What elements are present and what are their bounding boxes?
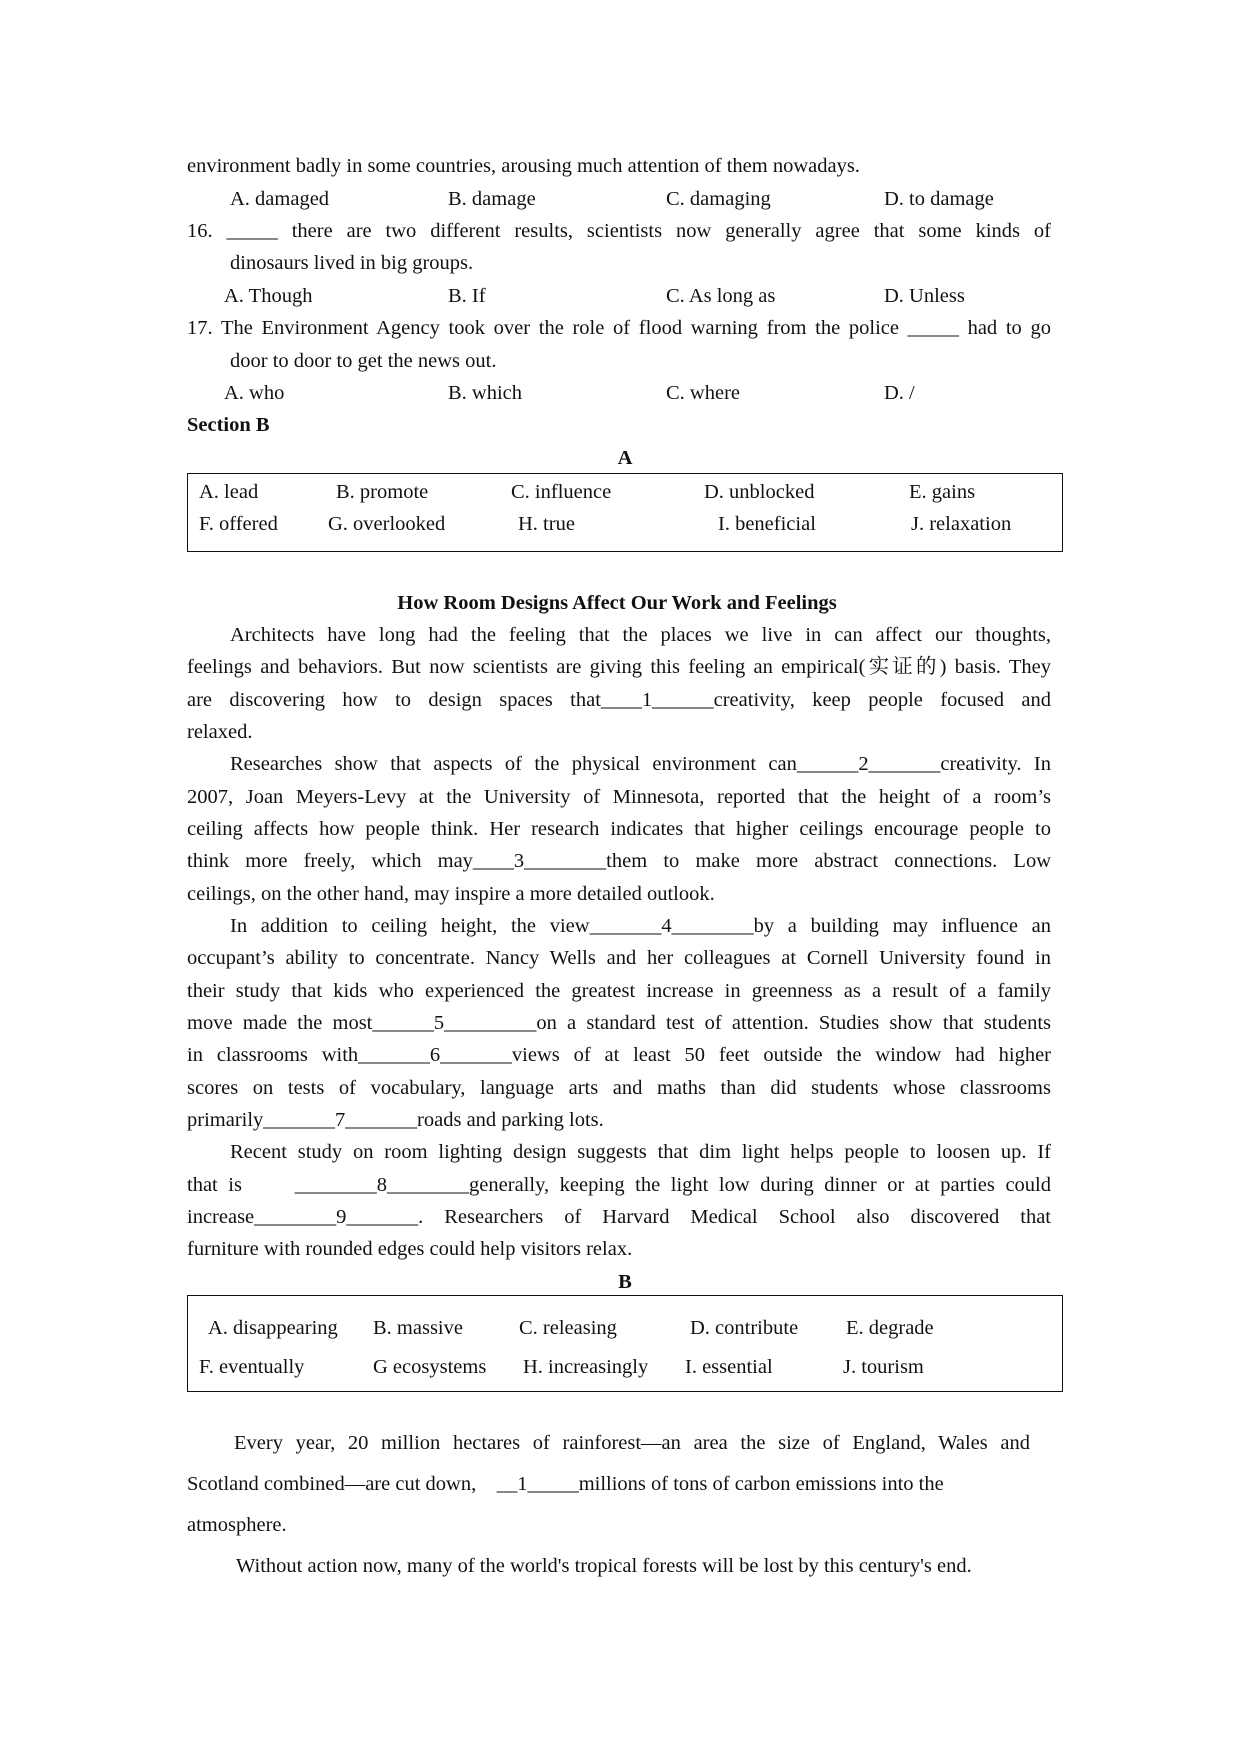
passage-a-label: A <box>617 447 633 469</box>
word-bank-b-item: J. tourism <box>843 1356 924 1378</box>
q16-stem-line-2: dinosaurs lived in big groups. <box>230 252 474 274</box>
word-bank-b <box>187 1295 1063 1392</box>
q17-option-c: C. where <box>666 382 741 404</box>
word-bank-b-item: I. essential <box>685 1356 773 1378</box>
q17-stem-line-1: 17. The Environment Agency took over the role of flood warning from the police _____ had to go <box>187 317 1051 339</box>
passage-a-line: feelings and behaviors. But now scientists are giving this feeling an empirical(实证的) basis. They <box>187 656 1051 678</box>
word-bank-a-item: F. offered <box>199 513 278 535</box>
passage-a-title: How Room Designs Affect Our Work and Feelings <box>397 592 837 614</box>
passage-a-line: Architects have long had the feeling that the places we live in can affect our thoughts, <box>230 624 1051 646</box>
passage-a-line: occupant’s ability to concentrate. Nancy Wells and her colleagues at Cornell University found in <box>187 947 1051 969</box>
word-bank-a-item: J. relaxation <box>911 513 1012 535</box>
word-bank-a-item: E. gains <box>909 481 976 503</box>
q16-option-b: B. If <box>448 285 486 307</box>
q17-stem-line-2: door to door to get the news out. <box>230 350 497 372</box>
passage-b-line: Every year, 20 million hectares of rainforest—an area the size of England, Wales and <box>234 1432 1030 1454</box>
word-bank-a-item: G. overlooked <box>328 513 446 535</box>
passage-a-line: are discovering how to design spaces that____1______creativity, keep people focused and <box>187 689 1051 711</box>
passage-a-line: move made the most______5_________on a standard test of attention. Studies show that students <box>187 1012 1051 1034</box>
word-bank-b-item: F. eventually <box>199 1356 305 1378</box>
passage-a-line: relaxed. <box>187 721 253 743</box>
q17-option-a: A. who <box>224 382 285 404</box>
word-bank-b-item: C. releasing <box>519 1317 617 1339</box>
word-bank-a-item: H. true <box>518 513 575 535</box>
passage-a-line: ceilings, on the other hand, may inspire a more detailed outlook. <box>187 883 715 905</box>
passage-a-line: their study that kids who experienced the greatest increase in greenness as a result of a family <box>187 980 1051 1002</box>
word-bank-a-item: C. influence <box>511 481 612 503</box>
word-bank-b-item: G ecosystems <box>373 1356 487 1378</box>
passage-b-line: atmosphere. <box>187 1514 287 1536</box>
word-bank-b-item: E. degrade <box>846 1317 934 1339</box>
passage-b-line: Scotland combined—are cut down, __1_____millions of tons of carbon emissions into the <box>187 1473 944 1495</box>
passage-a-line: Recent study on room lighting design suggests that dim light helps people to loosen up. If <box>230 1141 1051 1163</box>
q16-option-d: D. Unless <box>884 285 965 307</box>
passage-a-line: primarily_______7_______roads and parking lots. <box>187 1109 604 1131</box>
passage-a-line: think more freely, which may____3________them to make more abstract connections. Low <box>187 850 1051 872</box>
passage-a-line: increase________9_______. Researchers of Harvard Medical School also discovered that <box>187 1206 1051 1228</box>
word-bank-b-item: D. contribute <box>690 1317 799 1339</box>
passage-a-line: that is ________8________generally, keeping the light low during dinner or at parties could <box>187 1174 1051 1196</box>
passage-a-line: furniture with rounded edges could help visitors relax. <box>187 1238 633 1260</box>
q16-stem-line-1: 16. _____ there are two different results, scientists now generally agree that some kinds of <box>187 220 1051 242</box>
q16-option-a: A. Though <box>224 285 313 307</box>
q15-option-b: B. damage <box>448 188 536 210</box>
passage-b-line: Without action now, many of the world's tropical forests will be lost by this century's end. <box>236 1555 972 1577</box>
passage-a-line: scores on tests of vocabulary, language arts and maths than did students whose classrooms <box>187 1077 1051 1099</box>
q15-option-a: A. damaged <box>230 188 330 210</box>
q17-option-d: D. / <box>884 382 915 404</box>
passage-a-line: In addition to ceiling height, the view_______4________by a building may influence an <box>230 915 1051 937</box>
q15-option-d: D. to damage <box>884 188 994 210</box>
q17-option-b: B. which <box>448 382 523 404</box>
word-bank-a-item: D. unblocked <box>704 481 815 503</box>
word-bank-a-item: B. promote <box>336 481 429 503</box>
word-bank-a-item: A. lead <box>199 481 259 503</box>
passage-a-line: Researches show that aspects of the physical environment can______2_______creativity. In <box>230 753 1051 775</box>
q15-option-c: C. damaging <box>666 188 771 210</box>
word-bank-a-item: I. beneficial <box>718 513 816 535</box>
q16-option-c: C. As long as <box>666 285 776 307</box>
passage-b-label: B <box>618 1271 632 1293</box>
section-heading: Section B <box>187 414 270 436</box>
word-bank-b-item: H. increasingly <box>523 1356 649 1378</box>
q15-stem: environment badly in some countries, arousing much attention of them nowadays. <box>187 155 860 177</box>
passage-a-line: in classrooms with_______6_______views of at least 50 feet outside the window had higher <box>187 1044 1051 1066</box>
word-bank-b-item: A. disappearing <box>208 1317 338 1339</box>
word-bank-b-item: B. massive <box>373 1317 463 1339</box>
passage-a-line: 2007, Joan Meyers-Levy at the University of Minnesota, reported that the height of a room’s <box>187 786 1051 808</box>
passage-a-line: ceiling affects how people think. Her research indicates that higher ceilings encourage people to <box>187 818 1051 840</box>
word-bank-a <box>187 473 1063 552</box>
